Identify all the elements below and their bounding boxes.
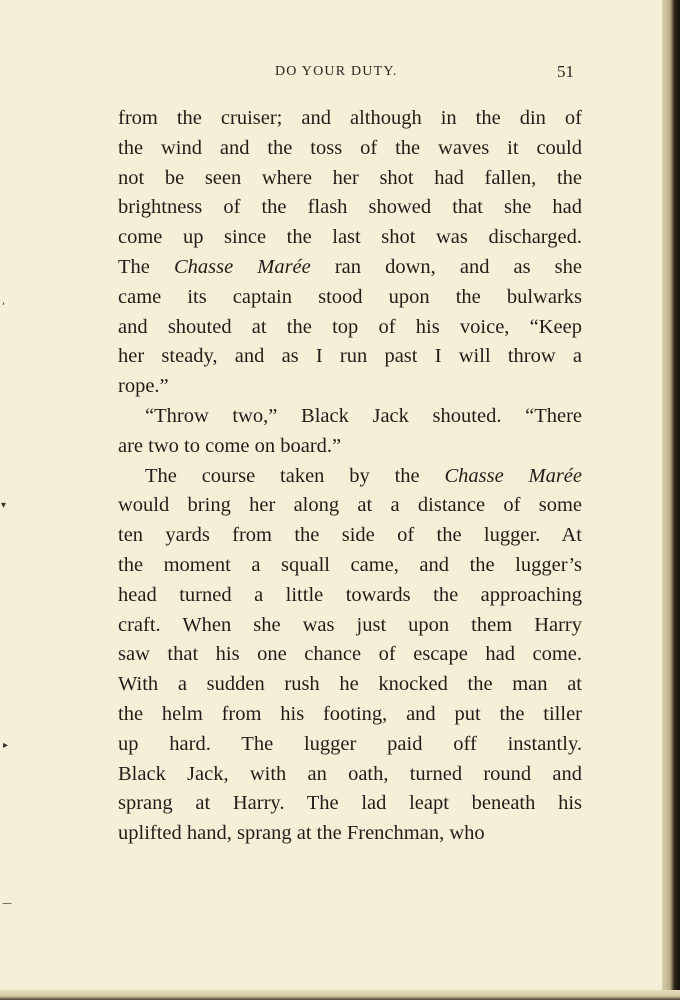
text-line	[118, 819, 582, 849]
text-line	[118, 521, 582, 551]
text-segment: come up since the last shot was discharged.	[118, 226, 582, 249]
text-segment: from the cruiser; and although in the din of	[118, 107, 582, 129]
text-line	[118, 432, 582, 462]
text-line	[118, 491, 582, 521]
text-line	[118, 402, 582, 432]
text-segment: the helm from his footing, and put the tiller	[118, 702, 582, 725]
margin-mark: ▾	[1, 500, 7, 511]
text-line	[118, 104, 582, 134]
text-line	[118, 640, 582, 670]
text-line	[118, 700, 582, 730]
text-segment: The course taken by the	[145, 464, 445, 487]
text-line	[118, 611, 582, 641]
text-line	[118, 313, 582, 343]
body-text	[118, 104, 582, 849]
text-segment: would bring her along at a distance of some	[118, 494, 582, 517]
text-segment: craft. When she was just upon them Harry	[118, 613, 582, 636]
chapter-title: DO YOUR DUTY.	[275, 64, 398, 79]
text-segment: the moment a squall came, and the lugger’s	[118, 553, 582, 576]
text-segment: sprang at Harry. The lad leapt beneath his	[118, 792, 582, 815]
text-segment: The	[118, 255, 174, 278]
text-segment: brightness of the flash showed that she had	[118, 196, 582, 219]
text-segment: Black Jack, with an oath, turned round and	[118, 762, 582, 785]
ship-name-italic: Chasse Marée	[173, 255, 311, 278]
text-line	[118, 760, 582, 790]
text-line	[118, 551, 582, 581]
text-segment: are two to come on board.”	[118, 434, 342, 457]
page-bottom-edge	[0, 990, 680, 1000]
text-segment: “Throw two,” Black Jack shouted. “There	[145, 404, 582, 427]
margin-mark: —	[2, 898, 12, 909]
running-head	[118, 64, 580, 84]
page-number: 51	[557, 62, 574, 81]
text-segment: saw that his one chance of escape had come.	[118, 643, 582, 666]
text-line	[118, 253, 582, 283]
margin-mark: ▸	[3, 740, 9, 751]
text-segment: With a sudden rush he knocked the man at	[118, 673, 582, 696]
text-line	[118, 581, 582, 611]
text-line	[118, 730, 582, 760]
text-line	[118, 342, 582, 372]
text-segment: up hard. The lugger paid off instantly.	[118, 732, 582, 755]
margin-mark: ,	[2, 296, 6, 307]
ship-name-italic: Chasse Marée	[444, 464, 583, 487]
text-segment: came its captain stood upon the bulwarks	[118, 285, 582, 308]
text-line	[118, 670, 582, 700]
text-segment: ten yards from the side of the lugger. At	[118, 524, 582, 547]
text-segment: and shouted at the top of his voice, “Keep	[118, 315, 582, 338]
text-line	[118, 372, 582, 402]
binding-gutter	[662, 0, 680, 1000]
text-segment: uplifted hand, sprang at the Frenchman, who	[118, 822, 485, 845]
text-segment: head turned a little towards the approaching	[118, 583, 582, 606]
text-line	[118, 789, 582, 819]
text-segment: the wind and the toss of the waves it could	[118, 136, 582, 159]
text-line	[118, 193, 582, 223]
text-segment: not be seen where her shot had fallen, the	[118, 166, 582, 189]
text-segment: rope.”	[118, 375, 169, 398]
text-line	[118, 223, 582, 253]
text-segment: her steady, and as I run past I will throw a	[118, 345, 582, 368]
text-line	[118, 283, 582, 313]
text-line	[118, 462, 582, 492]
text-segment: ran down, and as she	[310, 255, 583, 278]
text-line	[118, 134, 582, 164]
text-line	[118, 164, 582, 194]
